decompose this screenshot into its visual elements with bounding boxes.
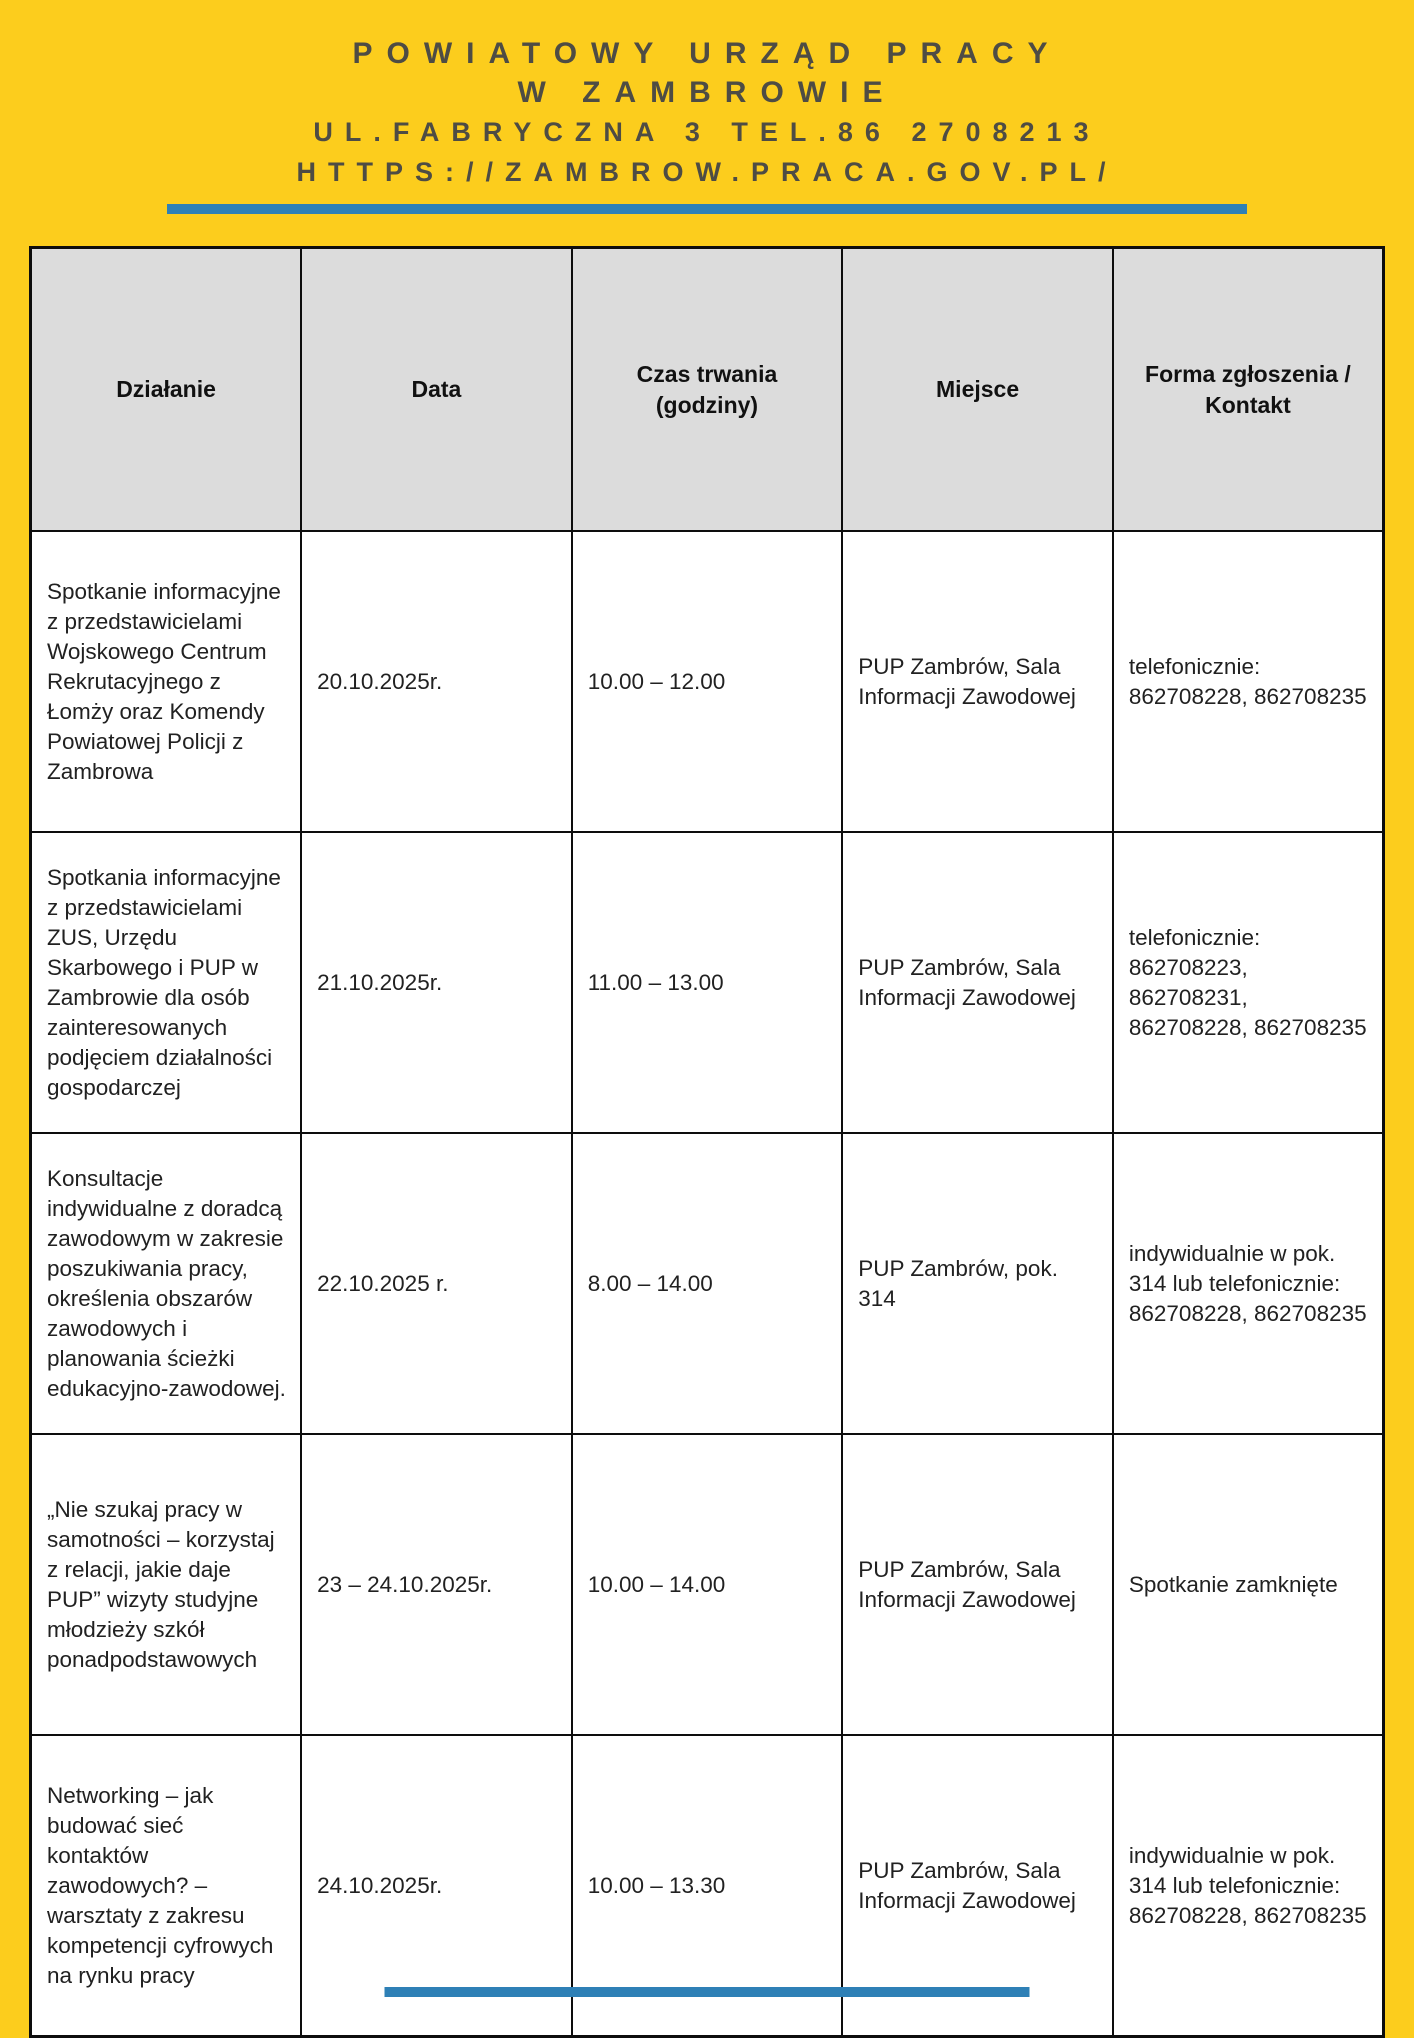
- cell-kontakt: telefonicznie: 862708228, 862708235: [1113, 531, 1384, 832]
- column-header-czas-trwania: Czas trwania (godziny): [572, 248, 843, 532]
- cell-czas-trwania: 10.00 – 13.30: [572, 1735, 843, 2037]
- cell-czas-trwania: 11.00 – 13.00: [572, 832, 843, 1133]
- table-row: [31, 531, 1384, 832]
- table-row: [31, 1434, 1384, 1735]
- column-header-miejsce: Miejsce: [842, 248, 1113, 532]
- cell-kontakt: Spotkanie zamknięte: [1113, 1434, 1384, 1735]
- table-row: [31, 1133, 1384, 1434]
- cell-miejsce: PUP Zambrów, Sala Informacji Zawodowej: [842, 1735, 1113, 2037]
- cell-dzialanie: Spotkanie informacyjne z przedstawicielami Wojskowego Centrum Rekrutacyjnego z Łomży oraz Komendy Powiatowej Policji z Zambrowa: [31, 531, 302, 832]
- cell-czas-trwania: 10.00 – 14.00: [572, 1434, 843, 1735]
- cell-miejsce: PUP Zambrów, Sala Informacji Zawodowej: [842, 1434, 1113, 1735]
- divider-bar-bottom: [385, 1987, 1030, 1997]
- table-row: [31, 832, 1384, 1133]
- cell-dzialanie: Networking – jak budować sieć kontaktów zawodowych? – warsztaty z zakresu kompetencji cyfrowych na rynku pracy: [31, 1735, 302, 2037]
- cell-czas-trwania: 8.00 – 14.00: [572, 1133, 843, 1434]
- org-address-phone: UL.FABRYCZNA 3 TEL.86 2708213: [313, 117, 1101, 147]
- cell-dzialanie: Konsultacje indywidualne z doradcą zawodowym w zakresie poszukiwania pracy, określenia obszarów zawodowych i planowania ścieżki edukacyjno-zawodowej.: [31, 1133, 302, 1434]
- cell-miejsce: PUP Zambrów, Sala Informacji Zawodowej: [842, 832, 1113, 1133]
- schedule-table: [29, 246, 1385, 2038]
- table-header-row: [31, 248, 1384, 532]
- cell-kontakt: telefonicznie: 862708223, 862708231, 862708228, 862708235: [1113, 832, 1384, 1133]
- cell-kontakt: indywidualnie w pok. 314 lub telefonicznie: 862708228, 862708235: [1113, 1735, 1384, 2037]
- cell-miejsce: PUP Zambrów, Sala Informacji Zawodowej: [842, 531, 1113, 832]
- column-header-kontakt: Forma zgłoszenia / Kontakt: [1113, 248, 1384, 532]
- cell-miejsce: PUP Zambrów, pok. 314: [842, 1133, 1113, 1434]
- letterhead: [0, 0, 1414, 214]
- cell-data: 24.10.2025r.: [301, 1735, 572, 2037]
- cell-czas-trwania: 10.00 – 12.00: [572, 531, 843, 832]
- cell-dzialanie: Spotkania informacyjne z przedstawicielami ZUS, Urzędu Skarbowego i PUP w Zambrowie dla osób zainteresowanych podjęciem działalności gospodarczej: [31, 832, 302, 1133]
- org-name-line1: POWIATOWY URZĄD PRACY: [352, 37, 1062, 70]
- cell-data: 23 – 24.10.2025r.: [301, 1434, 572, 1735]
- cell-data: 20.10.2025r.: [301, 531, 572, 832]
- org-website: HTTPS://ZAMBROW.PRACA.GOV.PL/: [296, 157, 1118, 187]
- org-name-line2: W ZAMBROWIE: [517, 76, 897, 109]
- column-header-dzialanie: Działanie: [31, 248, 302, 532]
- cell-data: 21.10.2025r.: [301, 832, 572, 1133]
- cell-data: 22.10.2025 r.: [301, 1133, 572, 1434]
- cell-kontakt: indywidualnie w pok. 314 lub telefonicznie: 862708228, 862708235: [1113, 1133, 1384, 1434]
- divider-bar-top: [167, 204, 1247, 214]
- column-header-data: Data: [301, 248, 572, 532]
- cell-dzialanie: „Nie szukaj pracy w samotności – korzystaj z relacji, jakie daje PUP” wizyty studyjne młodzieży szkół ponadpodstawowych: [31, 1434, 302, 1735]
